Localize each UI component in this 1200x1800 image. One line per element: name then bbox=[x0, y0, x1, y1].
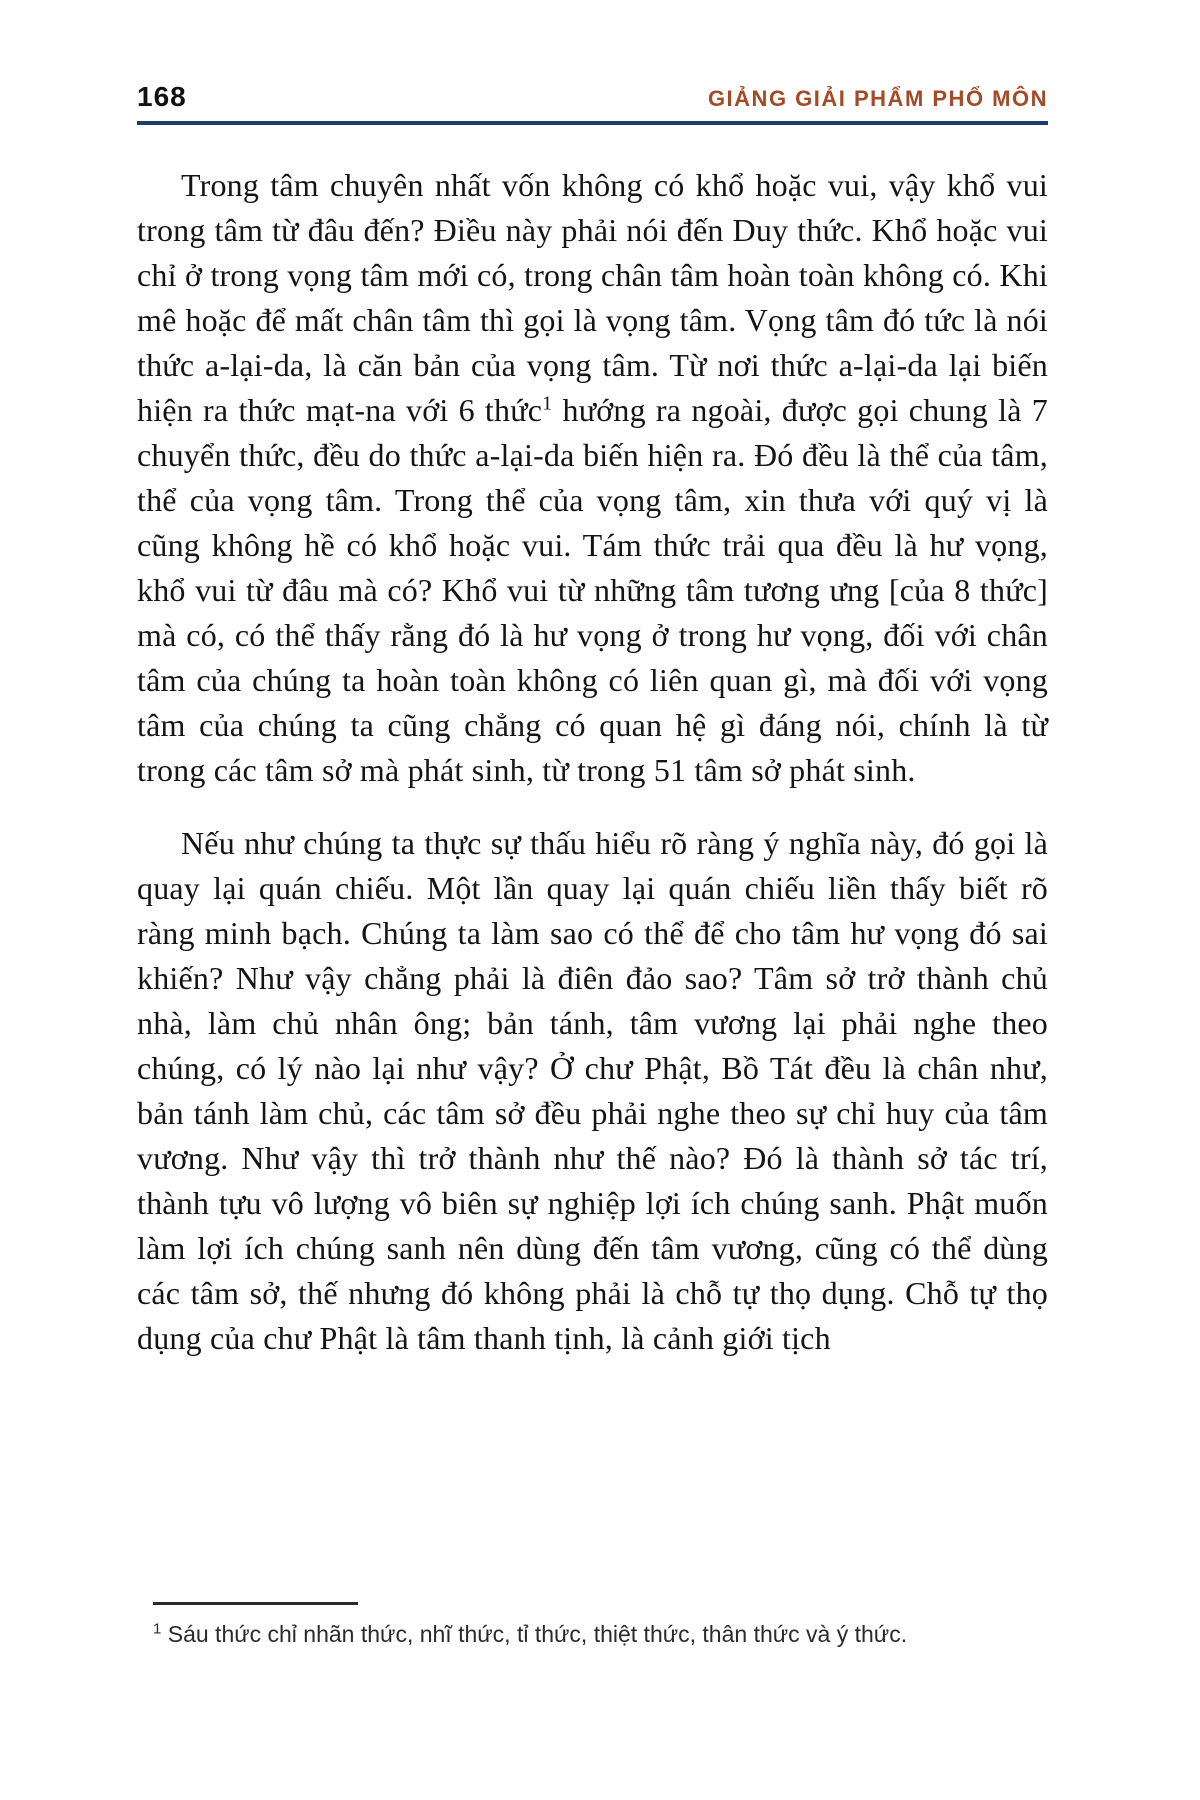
footnote-marker: 1 bbox=[153, 1620, 162, 1638]
footnote-text: Sáu thức chỉ nhãn thức, nhĩ thức, tỉ thức, thiệt thức, thân thức và ý thức. bbox=[161, 1621, 908, 1647]
running-title: GIẢNG GIẢI PHẨM PHỔ MÔN bbox=[707, 86, 1048, 111]
body-text bbox=[137, 163, 1048, 1361]
footnote-separator-rule bbox=[153, 1602, 358, 1605]
paragraph-1 bbox=[137, 163, 1048, 793]
page-header bbox=[137, 0, 1048, 125]
footnote-reference-marker: 1 bbox=[542, 392, 553, 415]
page-number: 168 bbox=[137, 81, 187, 112]
paragraph-1-text-after-ref: hướng ra ngoài, được gọi chung là 7 chuyển thức, đều do thức a-lại-da biến hiện ra. Đó đều là thể của tâm, thể của vọng tâm. Trong thể của vọng tâm, xin thưa với quý vị là cũng không hề có khổ hoặc vui. Tám thức trải qua đều là hư vọng, khổ vui từ đâu mà có? Khổ vui từ những tâm tương ưng [của 8 thức] mà có, có thể thấy rằng đó là hư vọng ở trong hư vọng, đối với chân tâm của chúng ta hoàn toàn không có liên quan gì, mà đối với vọng tâm của chúng ta cũng chẳng có quan hệ gì đáng nói, chính là từ trong các tâm sở mà phát sinh, từ trong 51 tâm sở phát sinh. bbox=[137, 392, 1048, 788]
footnote-block bbox=[153, 1602, 1048, 1650]
paragraph-2: Nếu như chúng ta thực sự thấu hiểu rõ ràng ý nghĩa này, đó gọi là quay lại quán chiếu. Một lần quay lại quán chiếu liền thấy biết rõ ràng minh bạch. Chúng ta làm sao có thể để cho tâm hư vọng đó sai khiến? Như vậy chẳng phải là điên đảo sao? Tâm sở trở thành chủ nhà, làm chủ nhân ông; bản tánh, tâm vương lại phải nghe theo chúng, có lý nào lại như vậy? Ở chư Phật, Bồ Tát đều là chân như, bản tánh làm chủ, các tâm sở đều phải nghe theo sự chỉ huy của tâm vương. Như vậy thì trở thành như thế nào? Đó là thành sở tác trí, thành tựu vô lượng vô biên sự nghiệp lợi ích chúng sanh. Phật muốn làm lợi ích chúng sanh nên dùng đến tâm vương, cũng có thể dùng các tâm sở, thế nhưng đó không phải là chỗ tự thọ dụng. Chỗ tự thọ dụng của chư Phật là tâm thanh tịnh, là cảnh giới tịch bbox=[137, 825, 1048, 1356]
footnote bbox=[153, 1619, 1048, 1650]
paragraph-1-text-before-ref: Trong tâm chuyên nhất vốn không có khổ hoặc vui, vậy khổ vui trong tâm từ đâu đến? Điều này phải nói đến Duy thức. Khổ hoặc vui chỉ ở trong vọng tâm mới có, trong chân tâm hoàn toàn không có. Khi mê hoặc để mất chân tâm thì gọi là vọng tâm. Vọng tâm đó tức là nói thức a-lại-da, là căn bản của vọng tâm. Từ nơi thức a-lại-da lại biến hiện ra thức mạt-na với 6 thức bbox=[137, 167, 1048, 428]
